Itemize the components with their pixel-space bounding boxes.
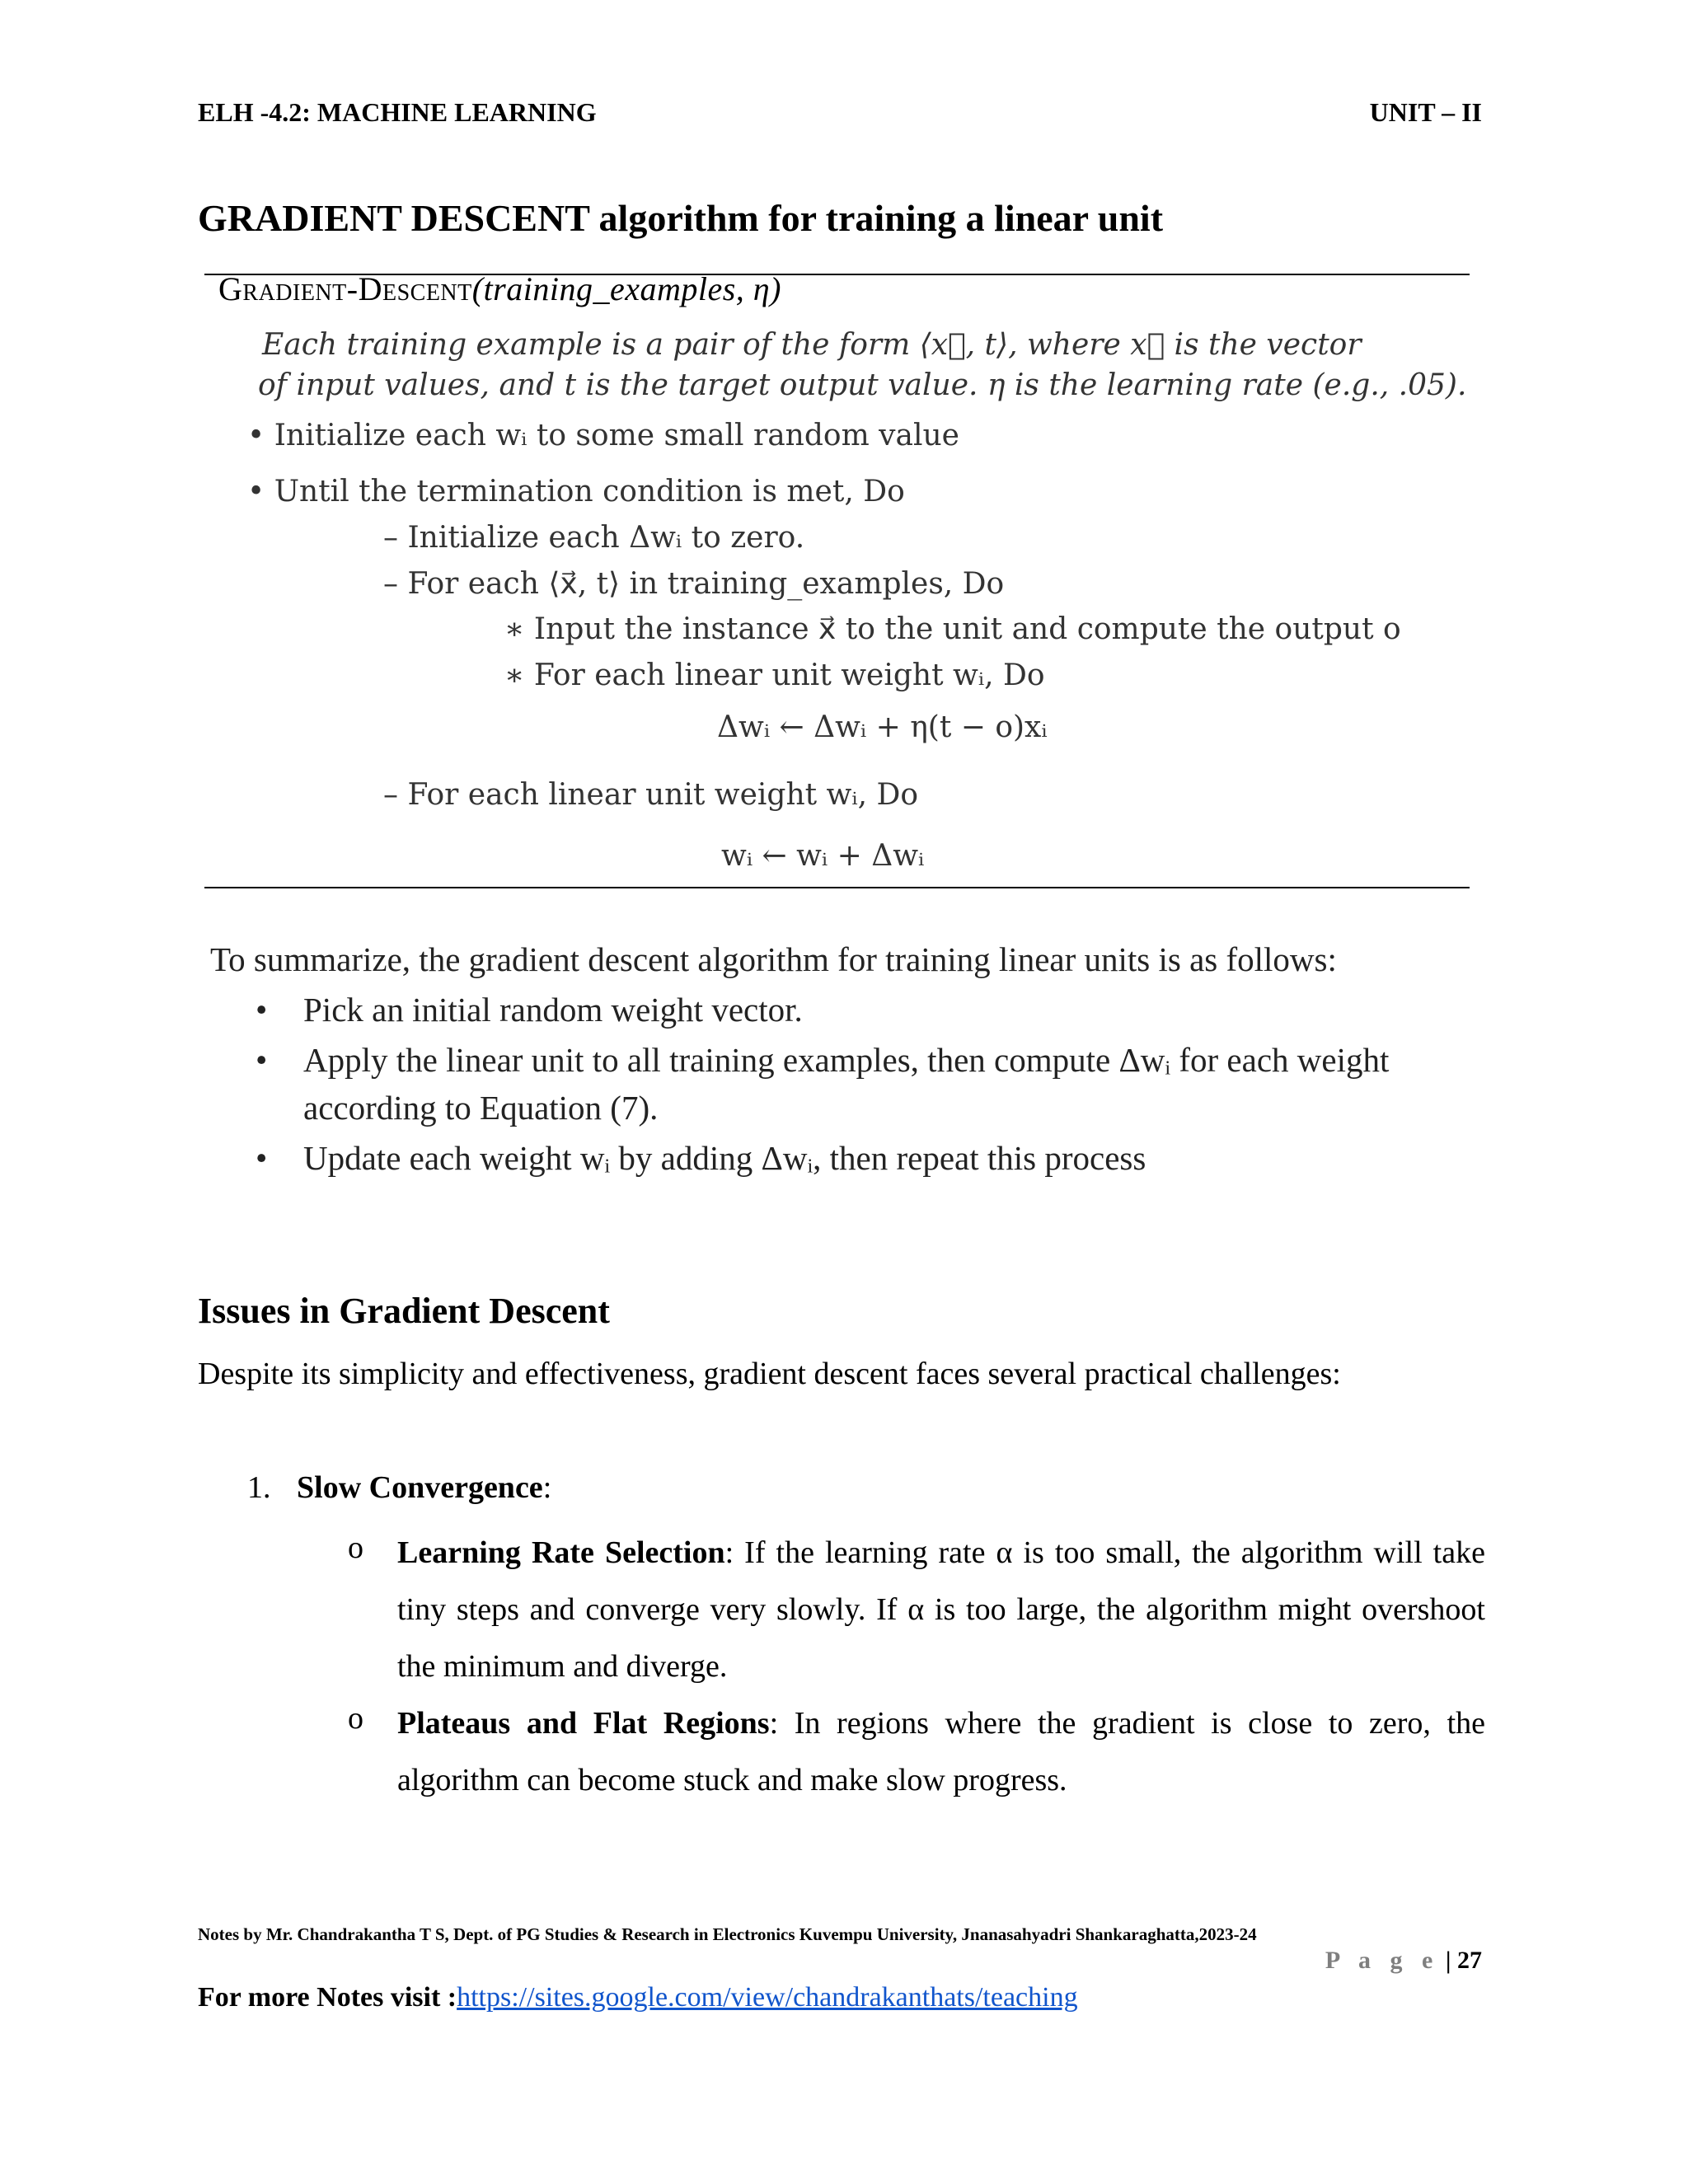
sub-list-item: Learning Rate Selection: If the learning rate α is too small, the algorithm will take tiny steps and converge very slowly. If α is too large, the algorithm might overshoot the minimum and diverge. bbox=[397, 1535, 1485, 1684]
bullet-icon: • bbox=[256, 1139, 268, 1177]
algorithm-step-1: • Initialize each wᵢ to some small random value bbox=[247, 419, 959, 452]
summary-bullet-3: Update each weight wᵢ by adding Δwᵢ, then repeat this process bbox=[303, 1139, 1146, 1177]
algorithm-step-2c: – For each linear unit weight wᵢ, Do bbox=[383, 778, 919, 812]
bullet-icon: • bbox=[247, 475, 274, 509]
algorithm-equation-2: wᵢ ← wᵢ + Δwᵢ bbox=[721, 839, 925, 873]
algorithm-step-2b: – For each ⟨x⃗, t⟩ in training_examples, Do bbox=[383, 567, 1005, 601]
summary-bullet-2: Apply the linear unit to all training examples, then compute Δwᵢ for each weight bbox=[303, 1041, 1390, 1079]
bullet-icon: • bbox=[256, 991, 268, 1029]
running-header-left: ELH -4.2: MACHINE LEARNING bbox=[198, 97, 597, 127]
page-title: GRADIENT DESCENT algorithm for training a linear unit bbox=[198, 197, 1164, 239]
algorithm-step-2: • Until the termination condition is met, Do bbox=[247, 475, 905, 509]
algorithm-step-2b-ii: ∗ For each linear unit weight wᵢ, Do bbox=[504, 658, 1045, 692]
summary-intro: To summarize, the gradient descent algorithm for training linear units is as follows: bbox=[210, 940, 1337, 978]
algorithm-description-line-1: Each training example is a pair of the form ⟨x⃗, t⟩, where x⃗ is the vector bbox=[262, 328, 1362, 362]
sub-list-item: Plateaus and Flat Regions: In regions where the gradient is close to zero, the algorithm can become stuck and make slow progress. bbox=[397, 1706, 1485, 1797]
algorithm-bottom-rule bbox=[204, 887, 1470, 888]
notes-link[interactable]: https://sites.google.com/view/chandrakanthats/teaching bbox=[457, 1982, 1078, 2013]
page-number: P a g e | 27 bbox=[1325, 1947, 1482, 1974]
bullet-icon: • bbox=[256, 1041, 268, 1079]
footer-notes: Notes by Mr. Chandrakantha T S, Dept. of PG Studies & Research in Electronics Kuvempu University, Jnanasahyadri Shankaraghatta,2023-24 bbox=[198, 1924, 1257, 1944]
algorithm-step-2b-i: ∗ Input the instance x⃗ to the unit and compute the output o bbox=[504, 612, 1401, 646]
bullet-icon: • bbox=[247, 419, 274, 452]
summary-bullet-2-cont: according to Equation (7). bbox=[303, 1089, 659, 1127]
sub-list-marker: o bbox=[348, 1701, 363, 1736]
algorithm-equation-1: Δwᵢ ← Δwᵢ + η(t − o)xᵢ bbox=[717, 710, 1048, 744]
algorithm-step-2a: – Initialize each Δwᵢ to zero. bbox=[383, 521, 805, 555]
algorithm-name-args: (training_examples, η) bbox=[471, 270, 781, 307]
algorithm-description-line-2: of input values, and t is the target output value. η is the learning rate (e.g., .05). bbox=[258, 368, 1467, 402]
section-intro: Despite its simplicity and effectiveness, gradient descent faces several practical challenges: bbox=[198, 1357, 1341, 1391]
list-item-title: Slow Convergence: bbox=[297, 1470, 552, 1505]
running-header-right: UNIT – II bbox=[1369, 97, 1482, 127]
algorithm-name-prefix: Gradient-Descent bbox=[218, 270, 472, 307]
more-notes-line: For more Notes visit :https://sites.google.com/view/chandrakanthats/teaching bbox=[198, 1982, 1078, 2013]
summary-bullet-1: Pick an initial random weight vector. bbox=[303, 991, 803, 1029]
sub-list-marker: o bbox=[348, 1530, 363, 1565]
algorithm-name bbox=[218, 269, 781, 308]
section-heading: Issues in Gradient Descent bbox=[198, 1291, 610, 1331]
list-number: 1. bbox=[247, 1470, 271, 1505]
